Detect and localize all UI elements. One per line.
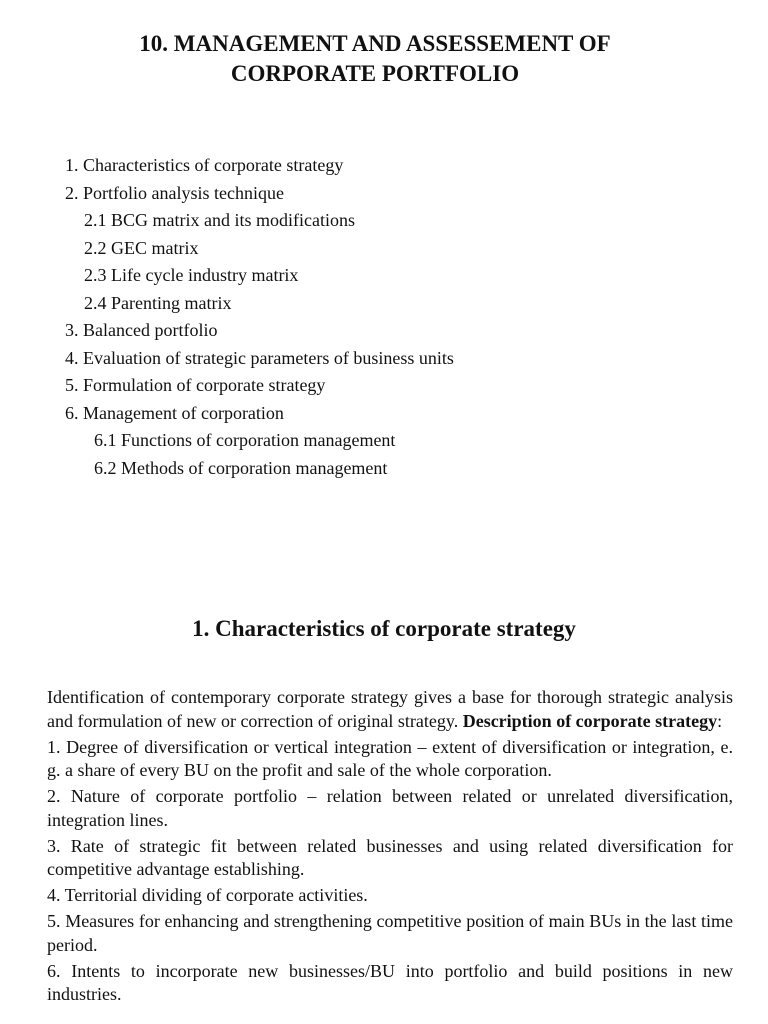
- list-item: 5. Measures for enhancing and strengthening competitive position of main BUs in the last time period.: [47, 911, 733, 955]
- toc-subitem: 2.3 Life cycle industry matrix: [84, 265, 299, 285]
- list-item: 4. Territorial dividing of corporate activities.: [47, 885, 368, 905]
- toc-item: 4. Evaluation of strategic parameters of business units: [65, 347, 454, 368]
- toc-subitem: 2.2 GEC matrix: [84, 237, 199, 258]
- document-title-line-1: 10. MANAGEMENT AND ASSESSEMENT OF: [139, 31, 611, 56]
- intro-text: Identification of contemporary corporate strategy gives a base for thorough strategic analysis and formulation of new or correction of original strategy.: [47, 687, 733, 731]
- toc-item: 2. Portfolio analysis technique: [65, 182, 284, 203]
- intro-end: :: [717, 710, 723, 731]
- document-title: [0, 29, 750, 89]
- toc-item: 6. Management of corporation: [65, 402, 284, 423]
- toc-item: 3. Balanced portfolio: [65, 320, 218, 340]
- list-item: 2. Nature of corporate portfolio – relation between related or unrelated diversification, integration lines.: [47, 786, 733, 830]
- intro-paragraph: [47, 686, 733, 733]
- toc-subitem: 2.1 BCG matrix and its modifications: [84, 210, 355, 230]
- toc-subitem: 6.1 Functions of corporation management: [94, 430, 396, 450]
- list-item: 1. Degree of diversification or vertical integration – extent of diversification or integration, e. g. a share of every BU on the profit and sale of the whole corporation.: [47, 736, 733, 780]
- toc-item: 1. Characteristics of corporate strategy: [65, 155, 344, 175]
- section-body: [47, 686, 733, 1009]
- intro-bold-term: Description of corporate strategy: [462, 710, 718, 731]
- toc-item: 5. Formulation of corporate strategy: [65, 375, 326, 395]
- list-item: 6. Intents to incorporate new businesses/BU into portfolio and build positions in new industries.: [47, 960, 733, 1004]
- section-heading: 1. Characteristics of corporate strategy: [192, 616, 576, 641]
- toc-subitem: 6.2 Methods of corporation management: [94, 457, 388, 478]
- toc-subitem: 2.4 Parenting matrix: [84, 292, 232, 313]
- table-of-contents: [0, 152, 768, 482]
- list-item: 3. Rate of strategic fit between related businesses and using related diversification for competitive advantage establishing.: [47, 835, 733, 879]
- document-title-line-2: CORPORATE PORTFOLIO: [230, 61, 520, 86]
